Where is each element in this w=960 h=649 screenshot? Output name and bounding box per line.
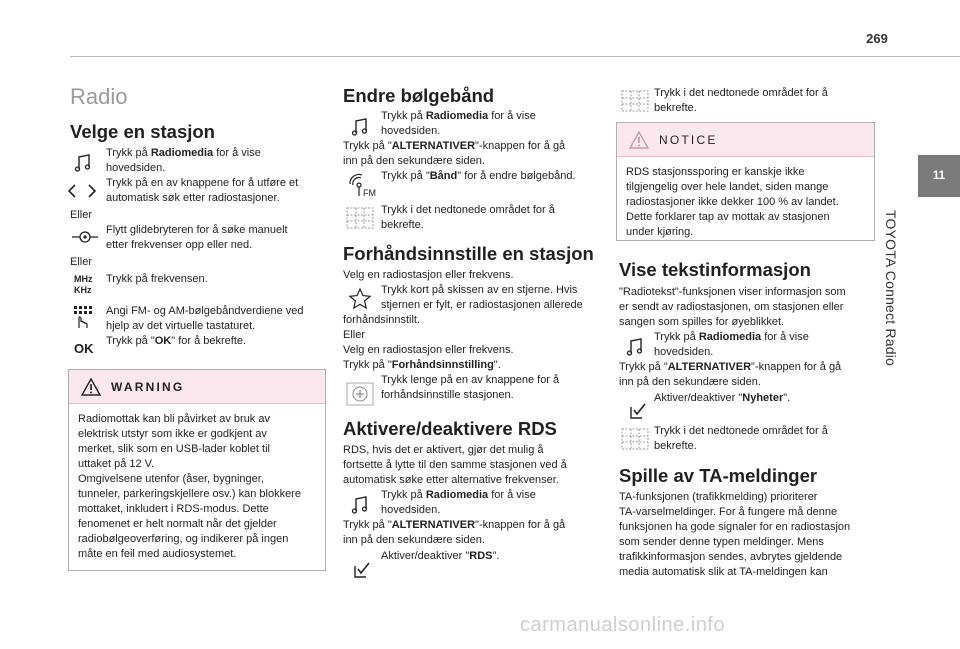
chapter-title: TOYOTA Connect Radio [883, 210, 899, 366]
text-line: Aktiver/deaktiver "RDS". [381, 550, 500, 562]
text-line: funksjonen ha gode signaler for en radiostasjon [619, 521, 851, 533]
text-line: Eller [70, 209, 93, 221]
section-title-text: Vise tekstinformasjon [619, 259, 811, 280]
text-line: stjernen er fylt, er radiostasjonen allerede [381, 299, 583, 311]
text-line: hovedsiden. [106, 162, 166, 174]
section-title-ta: Spille av TA-meldinger [619, 465, 818, 486]
text-line: Aktiver/deaktiver "Nyheter". [654, 392, 791, 404]
text-line: Trykk på Radiomedia for å vise [106, 147, 261, 159]
warning-box [68, 369, 326, 571]
text-line: bekrefte. [381, 219, 424, 231]
section-title-velge: Velge en stasjon [70, 121, 215, 142]
text-line: måte en feil med audiosystemet. [78, 548, 237, 560]
text-line: Radiomottak kan bli påvirket av bruk av [78, 413, 270, 425]
grid-area-icon [345, 206, 375, 230]
plus-button-icon [345, 381, 375, 407]
text-line: Trykk på "ALTERNATIVER"-knappen for å gå [343, 140, 566, 152]
text-line: Trykk på "Forhåndsinnstilling". [343, 359, 501, 371]
section-title-preset: Forhåndsinnstille en stasjon [343, 243, 594, 264]
chapter-tab: 11 [918, 155, 960, 197]
text-line: Dette forklarer tap av mottak av stasjonen [626, 211, 830, 223]
grid-area-icon [620, 427, 650, 451]
text-line: tunneler, parkeringskjellere osv.) kan blokkere [78, 488, 301, 500]
warning-header [69, 370, 325, 404]
text-line: Eller [70, 256, 93, 268]
music-note-icon [622, 334, 648, 360]
notice-text [617, 157, 874, 248]
ta-text [619, 490, 850, 580]
music-note-icon [347, 492, 373, 518]
page-number: 269 [866, 31, 888, 46]
text-line: forhåndsinnstilt. [343, 314, 421, 326]
text-line: radiobølgeoverføring, og indikerer på ingen [78, 533, 289, 545]
warning-label: WARNING [111, 379, 185, 394]
svg-text:FM: FM [363, 188, 376, 198]
text-line: Eller [343, 329, 366, 341]
header-divider [70, 56, 960, 57]
text-line: Trykk på Radiomedia for å vise [654, 331, 809, 343]
text-line: inn på den sekundære siden. [343, 534, 485, 546]
text-line: Trykk på "OK" for å bekrefte. [106, 335, 247, 347]
text-line: Velg en radiostasjon eller frekvens. [343, 344, 514, 356]
text-line: Trykk i det nedtonede området for å [654, 87, 828, 99]
text-line: Velg en radiostasjon eller frekvens. [343, 269, 514, 281]
text-line: RDS stasjonssporing er kanskje ikke [626, 166, 805, 178]
text-line: inn på den sekundære siden. [619, 376, 761, 388]
text-line: merket, slik som en USB-lader koblet til [78, 443, 270, 455]
mhz-khz-icon: MHz KHz [74, 274, 93, 295]
text-line: Omgivelsene utenfor (åser, bygninger, [78, 473, 264, 485]
section-title-rds: Aktivere/deaktivere RDS [343, 418, 557, 439]
text-line: som sender denne typen meldinger. Mens [619, 536, 824, 548]
text-line: etter frekvenser opp eller ned. [106, 239, 253, 251]
text-line: hovedsiden. [381, 504, 441, 516]
checkbox-icon [625, 398, 651, 424]
ok-icon: OK [74, 341, 94, 356]
music-note-icon [70, 150, 96, 176]
text-line: trafikkinformasjon sendes, avbrytes gjeldende [619, 551, 843, 563]
warning-triangle-icon [629, 131, 649, 149]
text-line: automatisk søke etter alternative frekvenser. [343, 474, 559, 486]
text-line: Trykk i det nedtonede området for å [381, 204, 555, 216]
text-line: Trykk på "Bånd" for å endre bølgebånd. [381, 170, 576, 182]
text-line: hovedsiden. [381, 125, 441, 137]
star-outline-icon [347, 286, 373, 312]
text-line: Flytt glidebryteren for å søke manuelt [106, 224, 288, 236]
text-line: Trykk på "ALTERNATIVER"-knappen for å gå [619, 361, 842, 373]
notice-label: NOTICE [659, 132, 718, 147]
text-line: tilgjengelig over hele landet, siden mange [626, 181, 829, 193]
notice-box [616, 122, 875, 241]
keypad-icon [70, 304, 96, 330]
text-line: bekrefte. [654, 102, 697, 114]
text-line: inn på den sekundære siden. [343, 155, 485, 167]
text-line: automatisk søk etter radiostasjoner. [106, 192, 280, 204]
text-line: "Radiotekst"-funksjonen viser informasjon som [619, 286, 846, 298]
page-title: Radio [70, 84, 128, 109]
text-line: fortsette å lytte til den samme stasjonen ved å [343, 459, 567, 471]
notice-header [617, 123, 874, 157]
text-line: forhåndsinnstille stasjonen. [381, 389, 514, 401]
text-line: Trykk på frekvensen. [106, 273, 208, 285]
radio-wave-fm-icon [346, 172, 376, 198]
text-line: sangen som spilles for øyeblikket. [619, 316, 785, 328]
checkbox-icon [349, 557, 375, 583]
warning-text [69, 404, 325, 570]
section-title-band: Endre bølgebånd [343, 85, 495, 106]
text-line: Trykk på en av knappene for å utføre et [106, 177, 299, 189]
text-line: uttaket på 12 V. [78, 458, 155, 470]
text-line: Trykk lenge på en av knappene for å [381, 374, 560, 386]
text-line: media automatisk slik at TA-meldingen kan [619, 566, 828, 578]
grid-area-icon [620, 89, 650, 113]
text-line: er sendt av radiostasjonen, om stasjonen eller [619, 301, 844, 313]
text-line: under kjøring. [626, 226, 694, 238]
text-line: Trykk på "ALTERNATIVER"-knappen for å gå [343, 519, 566, 531]
text-line: Trykk i det nedtonede området for å [654, 425, 828, 437]
text-line: TA-varselmeldinger. For å fungere må denne [619, 506, 838, 518]
text-line: hjelp av det virtuelle tastaturet. [106, 320, 256, 332]
text-line: elektrisk utstyr som ikke er godkjent av [78, 428, 267, 440]
text-line: radiostasjoner ikke dekker 100 % av landet. [626, 196, 839, 208]
text-line: Trykk kort på skissen av en stjerne. Hvis [381, 284, 578, 296]
text-line: hovedsiden. [654, 346, 714, 358]
text-line: RDS, hvis det er aktivert, gjør det mulig å [343, 444, 544, 456]
text-line: Trykk på Radiomedia for å vise [381, 110, 536, 122]
watermark: carmanualsonline.info [520, 614, 726, 636]
music-note-icon [347, 114, 373, 140]
warning-triangle-icon [81, 378, 101, 396]
text-line: fenomenet er helt normalt når det gjelder [78, 518, 277, 530]
slider-target-icon [70, 224, 100, 250]
chapter-title-vertical [883, 210, 913, 390]
text-line: Angi FM- og AM-bølgebåndverdiene ved [106, 305, 304, 317]
text-line: TA-funksjonen (trafikkmelding) prioriterer [619, 491, 818, 503]
chevron-left-right-icon [66, 178, 98, 204]
text-line: mottaket, inkludert i RDS-modus. Dette [78, 503, 269, 515]
text-line: bekrefte. [654, 440, 697, 452]
text-line: Trykk på Radiomedia for å vise [381, 489, 536, 501]
